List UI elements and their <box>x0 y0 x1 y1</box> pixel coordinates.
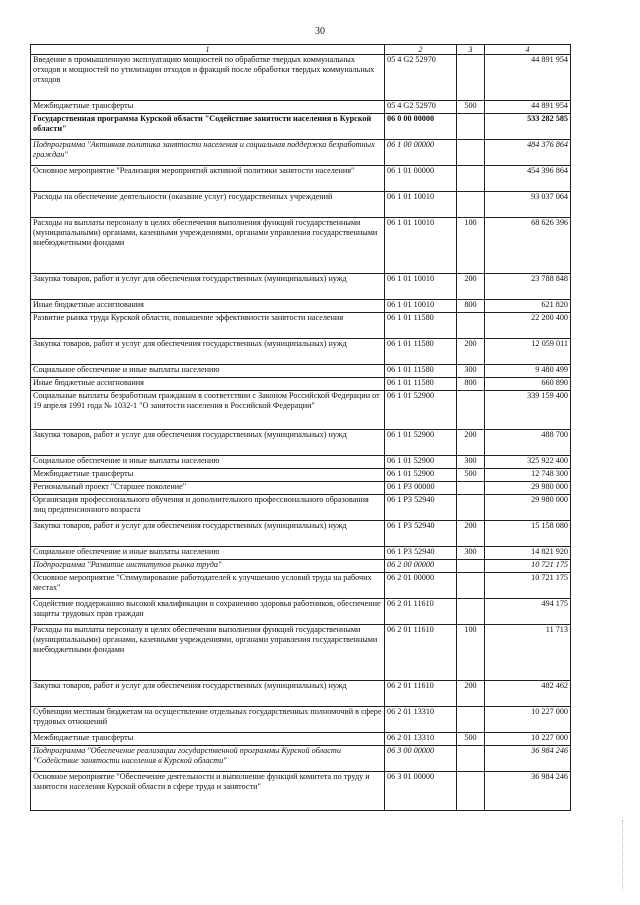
row-code-cell: 06 1 01 11580 <box>385 365 457 378</box>
row-amount-cell: 10 227 000 <box>485 733 571 746</box>
row-amount-cell: 325 922 400 <box>485 456 571 469</box>
row-code-cell: 06 2 01 13310 <box>385 707 457 733</box>
row-amount-cell: 93 037 064 <box>485 192 571 218</box>
row-amount-cell: 339 159 400 <box>485 391 571 430</box>
row-amount-cell: 533 282 585 <box>485 114 571 140</box>
row-code-cell: 06 1 00 00000 <box>385 140 457 166</box>
row-amount-cell: 484 376 864 <box>485 140 571 166</box>
row-name-cell: Развитие рынка труда Курской области, повышение эффективности занятости населения <box>31 313 385 339</box>
row-expense-type-cell: 500 <box>457 733 485 746</box>
row-amount-cell: 12 059 011 <box>485 339 571 365</box>
row-expense-type-cell <box>457 391 485 430</box>
row-expense-type-cell <box>457 482 485 495</box>
row-amount-cell: 11 713 <box>485 625 571 681</box>
row-amount-cell: 68 626 396 <box>485 218 571 274</box>
row-amount-cell: 488 700 <box>485 430 571 456</box>
table-row <box>31 339 571 365</box>
row-name-cell: Закупка товаров, работ и услуг для обеспечения государственных (муниципальных) нужд <box>31 339 385 365</box>
row-expense-type-cell <box>457 166 485 192</box>
row-amount-cell: 9 480 499 <box>485 365 571 378</box>
table-row <box>31 560 571 573</box>
row-expense-type-cell: 500 <box>457 101 485 114</box>
row-amount-cell: 494 175 <box>485 599 571 625</box>
row-name-cell: Межбюджетные трансферты <box>31 733 385 746</box>
row-amount-cell: 621 820 <box>485 300 571 313</box>
row-amount-cell: 15 158 080 <box>485 521 571 547</box>
row-expense-type-cell <box>457 560 485 573</box>
row-expense-type-cell <box>457 772 485 811</box>
row-name-cell: Социальное обеспечение и иные выплаты населению <box>31 547 385 560</box>
row-name-cell: Подпрограмма "Обеспечение реализации государственной программы Курской области "Содействие занятости населения в Курской области" <box>31 746 385 772</box>
row-code-cell: 06 2 01 13310 <box>385 733 457 746</box>
row-name-cell: Субвенции местным бюджетам на осуществление отдельных государственных полномочий в сфере трудовых отношений <box>31 707 385 733</box>
row-code-cell: 06 2 00 00000 <box>385 560 457 573</box>
row-amount-cell: 12 748 300 <box>485 469 571 482</box>
header-col-1: 1 <box>31 45 385 55</box>
row-code-cell: 06 1 P3 52940 <box>385 521 457 547</box>
row-name-cell: Закупка товаров, работ и услуг для обеспечения государственных (муниципальных) нужд <box>31 521 385 547</box>
table-row <box>31 55 571 101</box>
row-expense-type-cell <box>457 746 485 772</box>
row-expense-type-cell <box>457 573 485 599</box>
table-row <box>31 772 571 811</box>
row-amount-cell: 482 462 <box>485 681 571 707</box>
row-expense-type-cell <box>457 140 485 166</box>
row-name-cell: Подпрограмма "Развитие институтов рынка труда" <box>31 560 385 573</box>
row-expense-type-cell: 800 <box>457 300 485 313</box>
row-amount-cell: 23 788 848 <box>485 274 571 300</box>
row-name-cell: Основное мероприятие "Реализация мероприятий активной политики занятости населения" <box>31 166 385 192</box>
table-row <box>31 114 571 140</box>
row-name-cell: Расходы на выплаты персоналу в целях обеспечения выполнения функций государственными (муниципальными) органами, казенными учреждениями, органами управления государственными внебюджетными фондами <box>31 218 385 274</box>
row-name-cell: Содействие поддержанию высокой квалификации и сохранению здоровья работников, обеспечение защиты трудовых прав граждан <box>31 599 385 625</box>
row-code-cell: 06 3 00 00000 <box>385 746 457 772</box>
row-expense-type-cell: 200 <box>457 274 485 300</box>
row-name-cell: Введение в промышленную эксплуатацию мощностей по обработке твердых коммунальных отходов и мощностей по утилизации отходов и фракций после обработки твердых коммунальных отходов <box>31 55 385 101</box>
header-col-3: 3 <box>457 45 485 55</box>
row-name-cell: Межбюджетные трансферты <box>31 469 385 482</box>
table-row <box>31 599 571 625</box>
table-row <box>31 456 571 469</box>
row-name-cell: Основное мероприятие "Обеспечение деятельности и выполнение функций комитета по труду и занятости населения Курской области в сфере труда и занятости" <box>31 772 385 811</box>
row-expense-type-cell <box>457 495 485 521</box>
row-code-cell: 06 2 01 11610 <box>385 681 457 707</box>
row-expense-type-cell <box>457 192 485 218</box>
row-amount-cell: 22 200 400 <box>485 313 571 339</box>
row-amount-cell: 29 980 000 <box>485 482 571 495</box>
table-row <box>31 733 571 746</box>
row-name-cell: Подпрограмма "Активная политика занятости населения и социальная поддержка безработных граждан" <box>31 140 385 166</box>
row-amount-cell: 14 821 920 <box>485 547 571 560</box>
row-name-cell: Социальные выплаты безработным гражданам в соответствии с Законом Российской Федерации от 19 апреля 1991 года № 1032-1 "О занятости населения в Российской Федерации" <box>31 391 385 430</box>
row-code-cell: 06 1 01 00000 <box>385 166 457 192</box>
row-amount-cell: 29 980 000 <box>485 495 571 521</box>
header-col-4: 4 <box>485 45 571 55</box>
row-amount-cell: 660 890 <box>485 378 571 391</box>
page-number: 30 <box>315 26 325 37</box>
row-name-cell: Социальное обеспечение и иные выплаты населению <box>31 456 385 469</box>
row-name-cell: Организация профессионального обучения и дополнительного профессионального образования лиц предпенсионного возраста <box>31 495 385 521</box>
row-expense-type-cell: 300 <box>457 456 485 469</box>
row-code-cell: 06 1 01 10010 <box>385 218 457 274</box>
table-row <box>31 547 571 560</box>
row-expense-type-cell <box>457 707 485 733</box>
row-name-cell: Социальное обеспечение и иные выплаты населению <box>31 365 385 378</box>
row-amount-cell: 10 721 175 <box>485 573 571 599</box>
row-expense-type-cell: 100 <box>457 625 485 681</box>
row-code-cell: 06 3 01 00000 <box>385 772 457 811</box>
row-amount-cell: 44 891 954 <box>485 55 571 101</box>
row-amount-cell: 44 891 954 <box>485 101 571 114</box>
row-expense-type-cell: 100 <box>457 218 485 274</box>
row-code-cell: 06 2 01 11610 <box>385 625 457 681</box>
row-code-cell: 06 1 01 10010 <box>385 300 457 313</box>
row-amount-cell: 10 227 000 <box>485 707 571 733</box>
row-code-cell: 06 1 P3 52940 <box>385 495 457 521</box>
row-name-cell: Расходы на обеспечение деятельности (оказание услуг) государственных учреждений <box>31 192 385 218</box>
table-row <box>31 218 571 274</box>
row-expense-type-cell: 200 <box>457 521 485 547</box>
row-expense-type-cell <box>457 599 485 625</box>
row-code-cell: 06 2 01 00000 <box>385 573 457 599</box>
table-row <box>31 625 571 681</box>
row-code-cell: 06 1 01 52900 <box>385 456 457 469</box>
table-row <box>31 482 571 495</box>
table-row <box>31 573 571 599</box>
table-row <box>31 140 571 166</box>
header-col-2: 2 <box>385 45 457 55</box>
row-name-cell: Межбюджетные трансферты <box>31 101 385 114</box>
row-code-cell: 06 1 01 10010 <box>385 274 457 300</box>
row-code-cell: 06 1 01 11580 <box>385 313 457 339</box>
row-name-cell: Иные бюджетные ассигнования <box>31 300 385 313</box>
row-amount-cell: 10 721 175 <box>485 560 571 573</box>
table-row <box>31 101 571 114</box>
budget-table-body <box>31 45 571 811</box>
row-amount-cell: 36 984 246 <box>485 772 571 811</box>
table-row <box>31 495 571 521</box>
row-expense-type-cell: 200 <box>457 339 485 365</box>
table-row <box>31 707 571 733</box>
row-expense-type-cell <box>457 313 485 339</box>
table-row <box>31 313 571 339</box>
table-row <box>31 378 571 391</box>
row-expense-type-cell: 800 <box>457 378 485 391</box>
table-row <box>31 274 571 300</box>
row-code-cell: 05 4 G2 52970 <box>385 55 457 101</box>
row-code-cell: 06 1 01 52900 <box>385 430 457 456</box>
row-name-cell: Региональный проект "Старшее поколение" <box>31 482 385 495</box>
row-code-cell: 06 1 P3 52940 <box>385 547 457 560</box>
table-row <box>31 746 571 772</box>
row-code-cell: 06 1 01 52900 <box>385 391 457 430</box>
row-name-cell: Расходы на выплаты персоналу в целях обеспечения выполнения функций государственными (муниципальными) органами, казенными учреждениями, органами управления государственными внебюджетными фондами <box>31 625 385 681</box>
row-name-cell: Закупка товаров, работ и услуг для обеспечения государственных (муниципальных) нужд <box>31 681 385 707</box>
table-row <box>31 166 571 192</box>
table-row <box>31 192 571 218</box>
table-row <box>31 365 571 378</box>
row-code-cell: 06 2 01 11610 <box>385 599 457 625</box>
table-row <box>31 430 571 456</box>
row-name-cell: Иные бюджетные ассигнования <box>31 378 385 391</box>
row-code-cell: 06 1 01 52900 <box>385 469 457 482</box>
row-name-cell: Закупка товаров, работ и услуг для обеспечения государственных (муниципальных) нужд <box>31 274 385 300</box>
row-code-cell: 06 1 01 10010 <box>385 192 457 218</box>
row-name-cell: Основное мероприятие "Стимулирование работодателей к улучшению условий труда на рабочих местах" <box>31 573 385 599</box>
table-row <box>31 300 571 313</box>
row-expense-type-cell: 300 <box>457 365 485 378</box>
row-amount-cell: 36 984 246 <box>485 746 571 772</box>
row-expense-type-cell: 200 <box>457 430 485 456</box>
row-expense-type-cell: 200 <box>457 681 485 707</box>
margin-dotted-line <box>622 820 624 890</box>
table-row <box>31 391 571 430</box>
header-row <box>31 45 571 55</box>
row-expense-type-cell <box>457 114 485 140</box>
row-amount-cell: 454 396 864 <box>485 166 571 192</box>
row-code-cell: 05 4 G2 52970 <box>385 101 457 114</box>
row-code-cell: 06 1 P3 00000 <box>385 482 457 495</box>
table-row <box>31 681 571 707</box>
row-expense-type-cell: 500 <box>457 469 485 482</box>
row-code-cell: 06 1 01 11580 <box>385 339 457 365</box>
row-name-cell: Государственная программа Курской области "Содействие занятости населения в Курской области" <box>31 114 385 140</box>
row-expense-type-cell: 300 <box>457 547 485 560</box>
row-code-cell: 06 0 00 00000 <box>385 114 457 140</box>
row-expense-type-cell <box>457 55 485 101</box>
table-row <box>31 469 571 482</box>
table-row <box>31 521 571 547</box>
row-name-cell: Закупка товаров, работ и услуг для обеспечения государственных (муниципальных) нужд <box>31 430 385 456</box>
row-code-cell: 06 1 01 11580 <box>385 378 457 391</box>
budget-table <box>30 44 571 811</box>
